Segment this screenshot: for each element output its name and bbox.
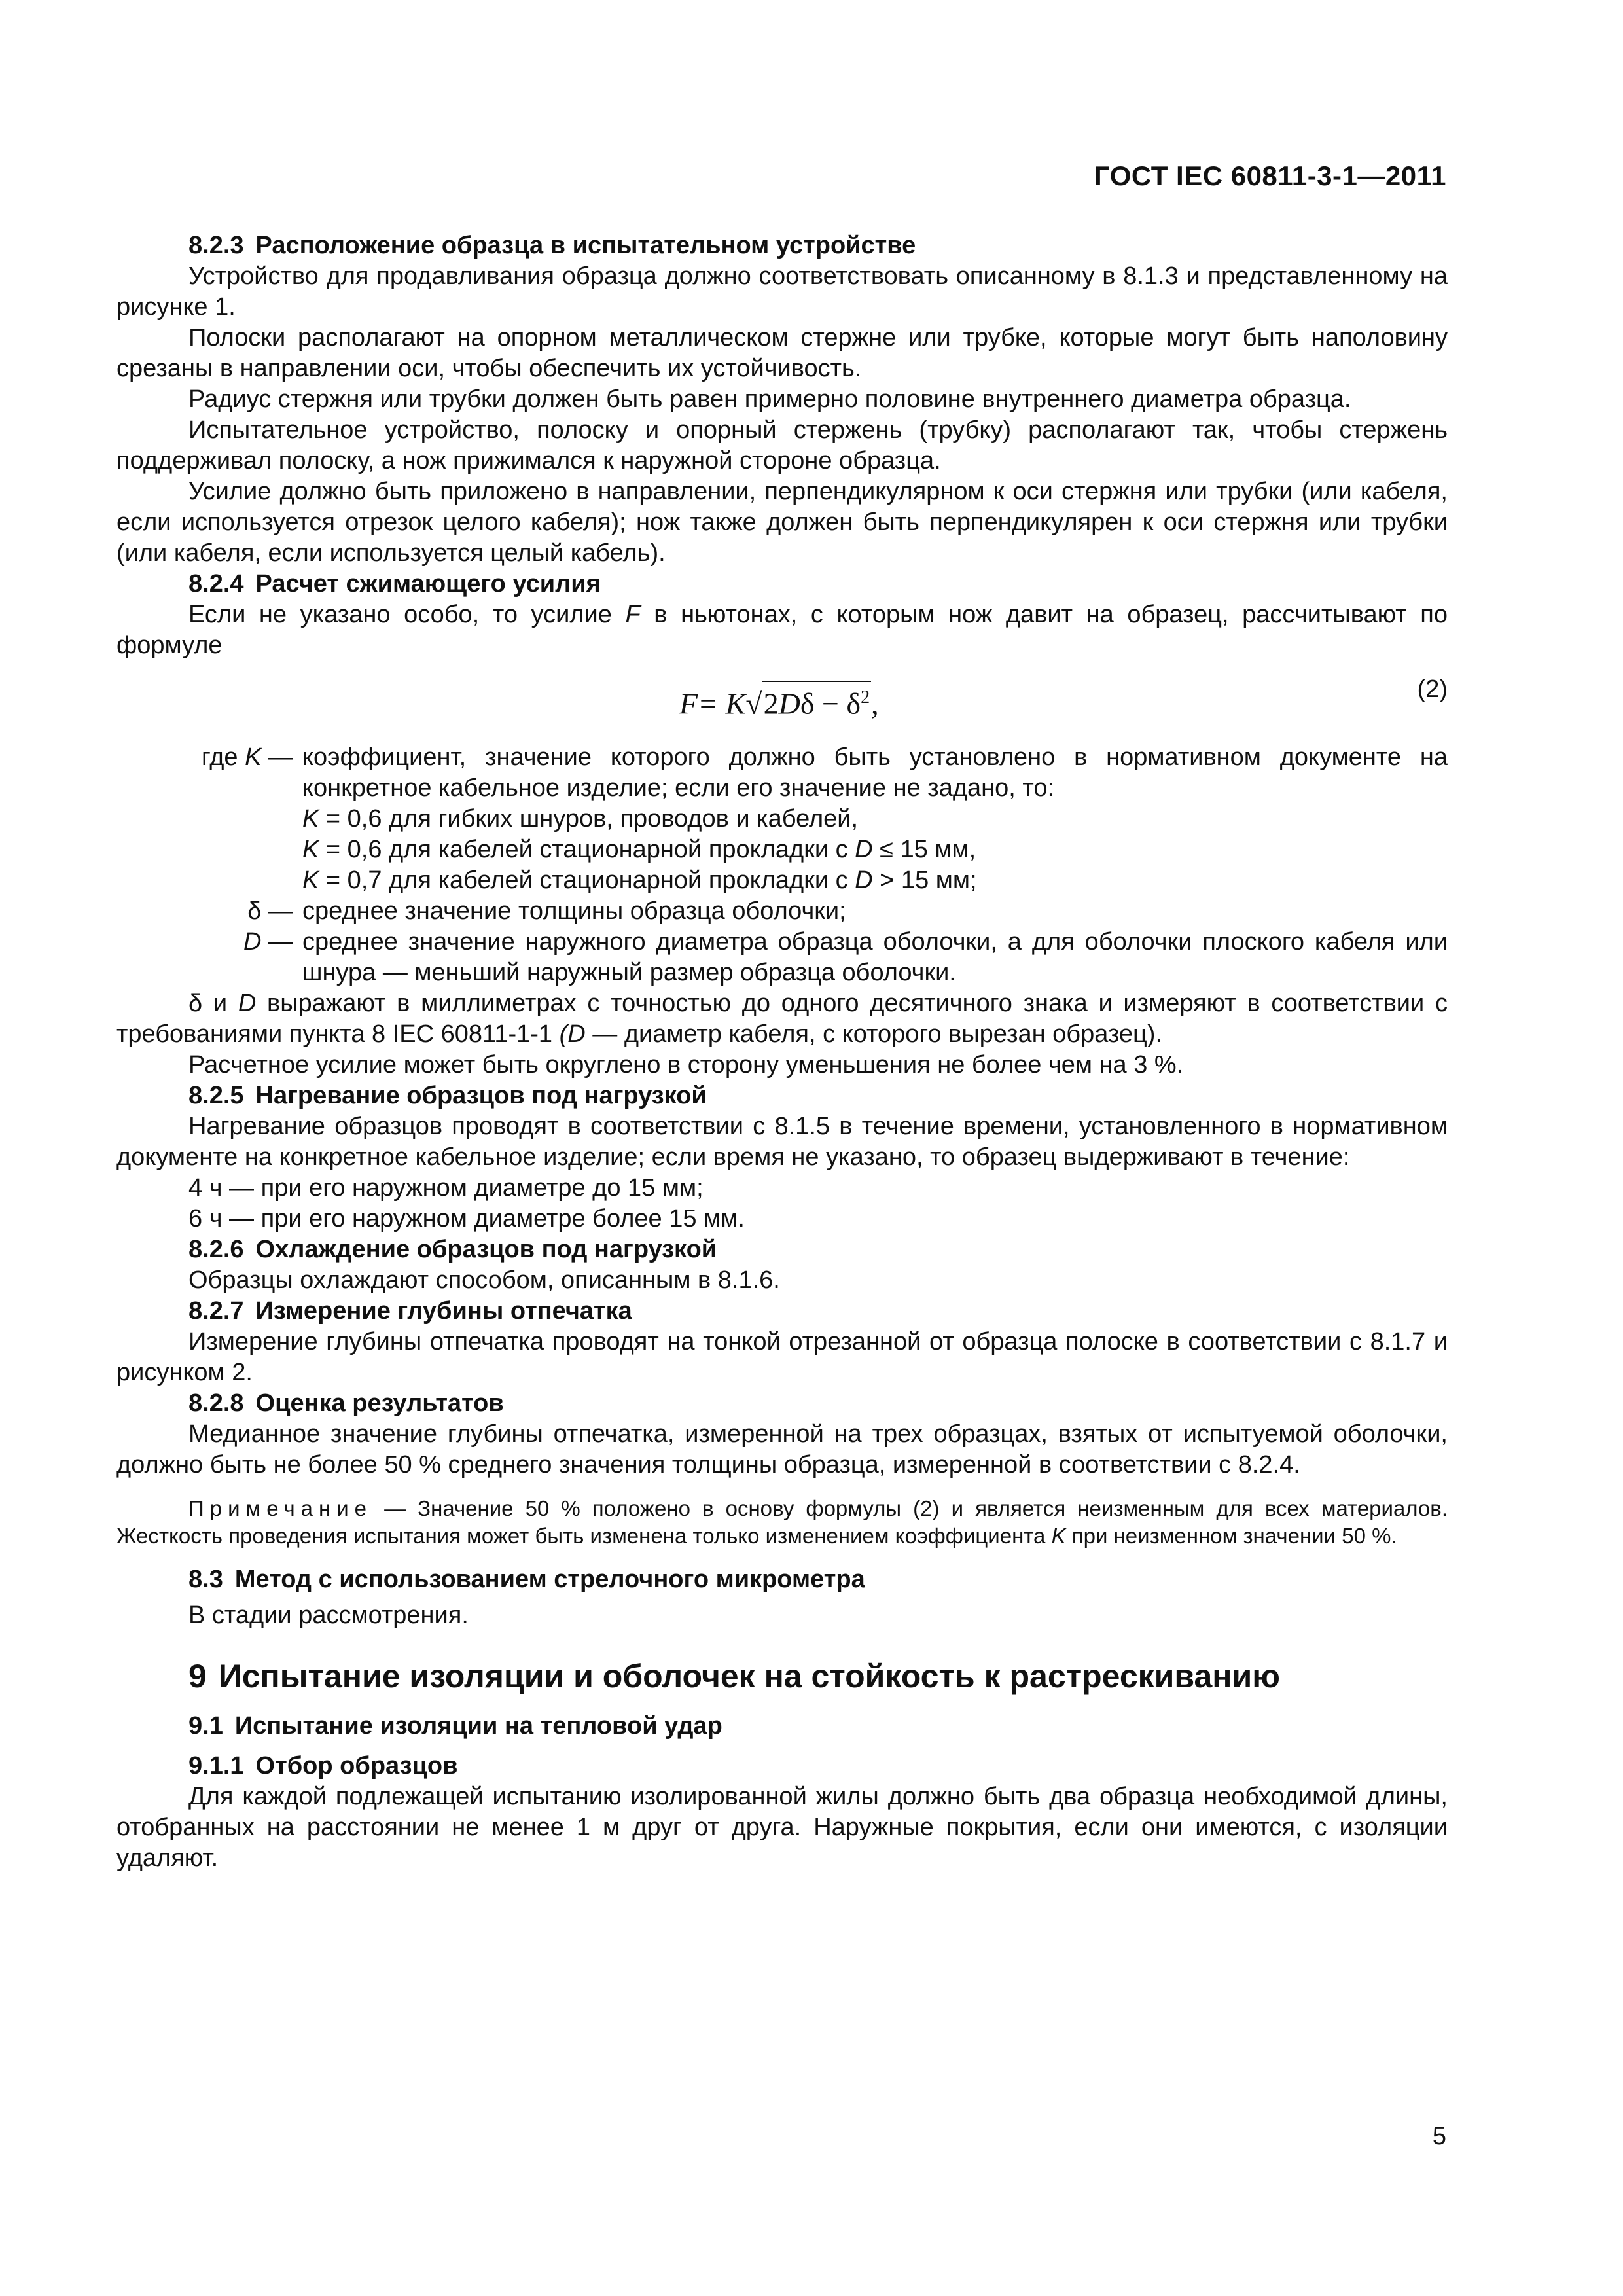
formula-radicand: $2D\delta - \delta^2$ [762, 681, 872, 719]
paragraph: Усилие должно быть приложено в направлении, перпендикулярном к оси стержня или трубки (или кабеля, если используется отрезок целого кабеля); нож также должен быть перпендикулярен к оси стержня или трубки (или кабеля, если используется целый кабель). [116, 478, 1448, 567]
definition-text: коэффициент, значение которого должно быть установлено в нормативном документе на конкретное кабельное изделие; если его значение не задано, то: [302, 744, 1448, 802]
definition-item [116, 927, 1448, 988]
definition-subitem: K = 0,6 для гибких шнуров, проводов и кабелей, [302, 805, 859, 833]
paragraph: Устройство для продавливания образца должно соответствовать описанному в 8.1.3 и представленному на рисунке 1. [116, 262, 1448, 321]
formula-number: (2) [1417, 675, 1448, 703]
sqrt-sign: √ [745, 687, 762, 721]
definition-subitem: K = 0,6 для кабелей стационарной прокладки с D ≤ 15 мм, [302, 836, 976, 863]
paragraph: 4 ч — при его наружном диаметре до 15 мм; [188, 1174, 704, 1202]
definition-term: где K — [202, 744, 293, 771]
definitions-list [116, 742, 1448, 988]
document-code: ГОСТ IEC 60811-3-1—2011 [1094, 160, 1446, 191]
page-number: 5 [1432, 2123, 1446, 2150]
definition-item [116, 742, 1448, 804]
section-8-2-5-heading: 8.2.5 Нагревание образцов под нагрузкой [188, 1082, 707, 1109]
section-9-1-heading: 9.1 Испытание изоляции на тепловой удар [188, 1712, 722, 1740]
note: Примечание — Значение 50 % положено в основу формулы (2) и является неизменным для всех материалов. Жесткость проведения испытания может быть изменена только изменением коэффициента K при неизменном значении 50 %. [116, 1496, 1448, 1548]
section-8-2-4-heading: 8.2.4 Расчет сжимающего усилия [188, 570, 601, 598]
paragraph: Испытательное устройство, полоску и опорный стержень (трубку) располагают так, чтобы стержень поддерживал полоску, а нож прижимался к наружной стороне образца. [116, 416, 1448, 475]
paragraph: Образцы охлаждают способом, описанным в 8.1.6. [188, 1266, 780, 1294]
definition-item [116, 896, 1448, 927]
paragraph: Для каждой подлежащей испытанию изолированной жилы должно быть два образца необходимой длины, отобранных на расстоянии не менее 1 м друг от друга. Наружные покрытия, если они имеются, с изоляции удаляют. [116, 1783, 1448, 1872]
section-8-2-3-heading: 8.2.3 Расположение образца в испытательном устройстве [188, 232, 916, 259]
formula: $F= K√2D\delta - \delta^2$, [679, 681, 879, 719]
section-8-2-6-heading: 8.2.6 Охлаждение образцов под нагрузкой [188, 1236, 717, 1263]
paragraph: В стадии рассмотрения. [188, 1602, 469, 1629]
paragraph: Радиус стержня или трубки должен быть равен примерно половине внутреннего диаметра образца. [188, 386, 1351, 413]
definition-text: среднее значение наружного диаметра образца оболочки, а для оболочки плоского кабеля или шнура — меньший наружный размер образца оболочки. [302, 928, 1448, 986]
formula-block [116, 668, 1448, 740]
paragraph: Медианное значение глубины отпечатка, измеренной на трех образцах, взятых от испытуемой оболочки, должно быть не более 50 % среднего значения толщины образца, измеренной в соответствии с 8.2.4. [116, 1420, 1448, 1479]
paragraph: δ и D выражают в миллиметрах с точностью до одного десятичного знака и измеряют в соответствии с требованиями пункта 8 IEC 60811-1-1 (D — диаметр кабеля, с которого вырезан образец). [116, 990, 1448, 1048]
definition-subitem: K = 0,7 для кабелей стационарной прокладки с D > 15 мм; [302, 867, 977, 894]
section-9-heading: 9 Испытание изоляции и оболочек на стойкость к растрескиванию [188, 1658, 1280, 1695]
definition-term: D — [243, 928, 293, 956]
section-8-3-heading: 8.3 Метод с использованием стрелочного микрометра [188, 1566, 865, 1593]
page-body [116, 230, 1448, 1874]
definition-term: δ — [247, 897, 293, 925]
section-9-1-1-heading: 9.1.1 Отбор образцов [188, 1752, 458, 1780]
section-8-2-8-heading: 8.2.8 Оценка результатов [188, 1390, 504, 1417]
paragraph: Полоски располагают на опорном металлическом стержне или трубке, которые могут быть наполовину срезаны в направлении оси, чтобы обеспечить их устойчивость. [116, 324, 1448, 382]
section-8-2-7-heading: 8.2.7 Измерение глубины отпечатка [188, 1297, 632, 1325]
paragraph: Измерение глубины отпечатка проводят на тонкой отрезанной от образца полоске в соответствии с 8.1.7 и рисунком 2. [116, 1328, 1448, 1386]
paragraph: Нагревание образцов проводят в соответствии с 8.1.5 в течение времени, установленного в нормативном документе на конкретное кабельное изделие; если время не указано, то образец выдерживают в течение: [116, 1113, 1448, 1171]
paragraph: Расчетное усилие может быть округлено в сторону уменьшения не более чем на 3 %. [188, 1051, 1184, 1079]
paragraph: Если не указано особо, то усилие F в ньютонах, с которым нож давит на образец, рассчитывают по формуле [116, 601, 1448, 659]
definition-text: среднее значение толщины образца оболочки; [302, 897, 846, 925]
paragraph: 6 ч — при его наружном диаметре более 15 мм. [188, 1205, 745, 1232]
note-label: Примечание [188, 1496, 373, 1520]
